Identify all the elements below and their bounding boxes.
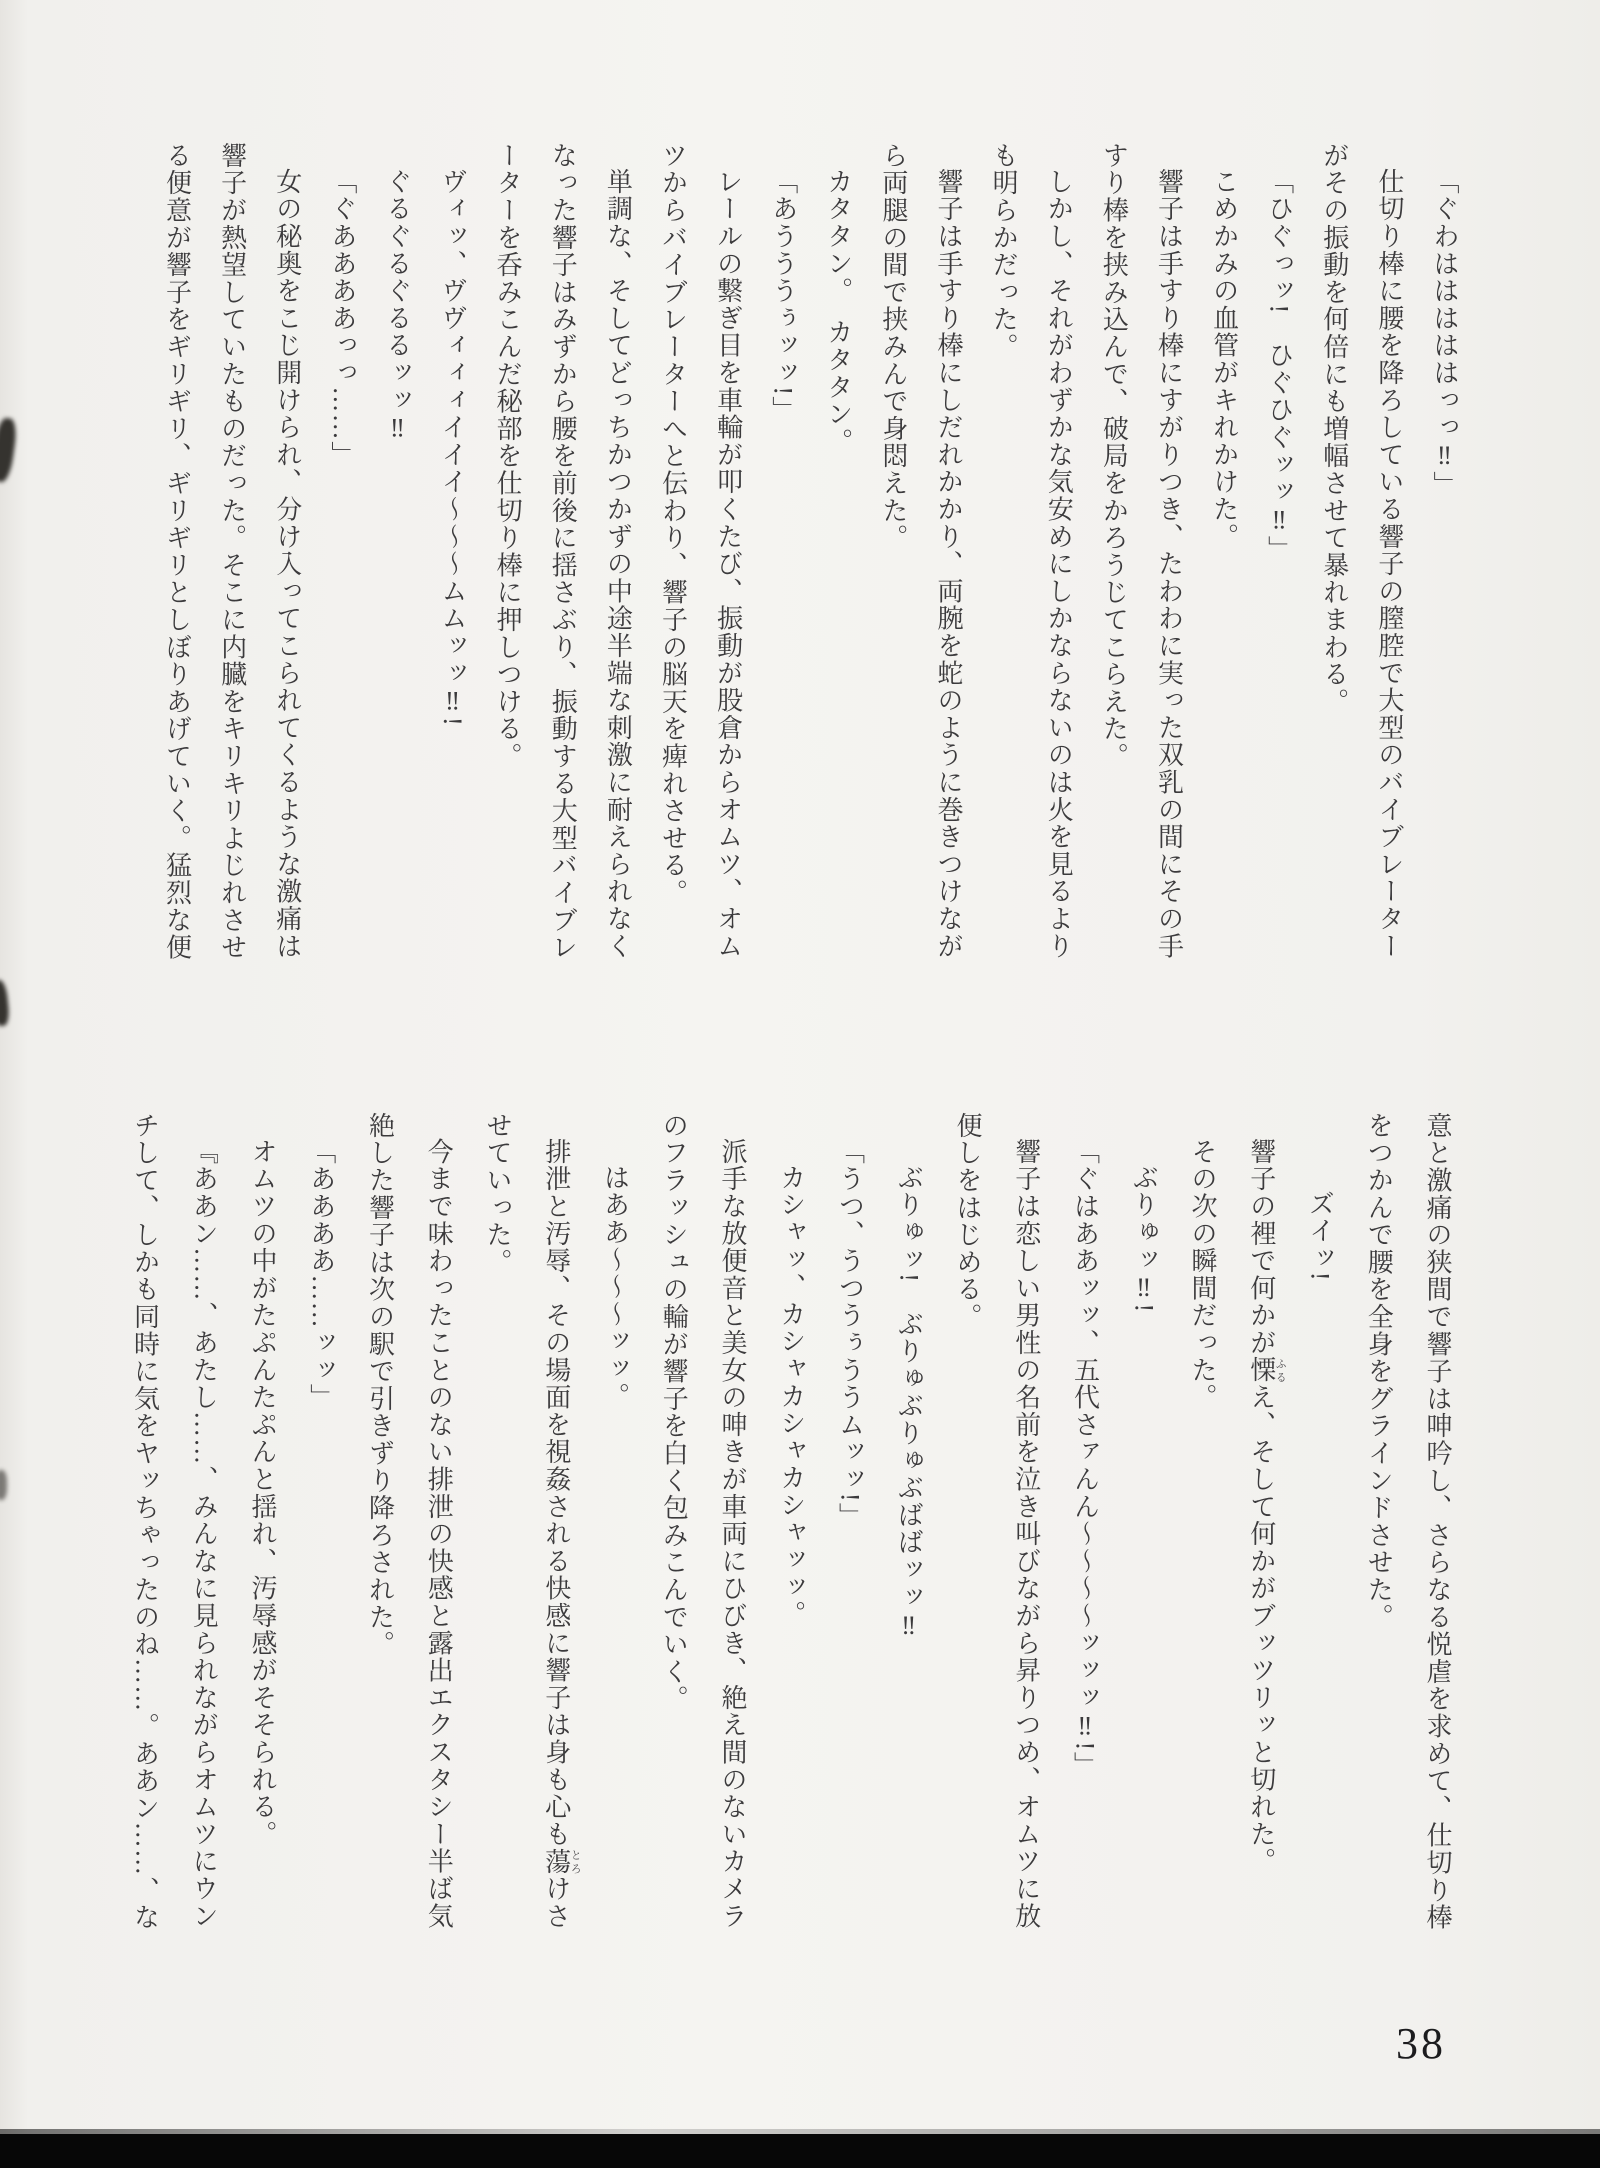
text-column: 仕切り棒に腰を降ろしている響子の膣腔で大型のバイブレーター [1374,168,1404,960]
text-column: のフラッシュの輪が響子を白く包みこんでいく。 [659,1112,689,1713]
text-column: 排泄と汚辱、その場面を視姦される快感に響子は身も心も蕩とろけさ [541,1138,582,1930]
text-column: 響子は恋しい男性の名前を泣き叫びながら昇りつめ、オムツに放 [1011,1138,1041,1930]
text-column: 「うつ、うつうぅううムッッ!」 [835,1138,865,1531]
text-column: レールの繋ぎ目を車輪が叩くたび、振動が股倉からオムツ、オム [713,168,743,960]
text-column: 響子の裡で何かが慄ふるえ、そして何かがブッツリッと切れた。 [1246,1138,1287,1876]
text-column: 今まで味わったことのない排泄の快感と露出エクスタシー半ば気 [424,1138,454,1930]
scan-smudge [0,1470,7,1500]
text-column: 『ああン……、あたし……、みんなに見られながらオムツにウン [189,1138,219,1930]
scan-smudge [0,417,18,483]
text-column: こめかみの血管がキれかけた。 [1209,168,1239,551]
text-column: ツからバイブレーターへと伝わり、響子の脳天を痺れさせる。 [658,142,688,907]
text-column: カシャッ、カシャカシャカシャッッ。 [776,1164,806,1629]
text-column: 「ああああ……ッッ」 [306,1138,336,1411]
text-column: しかし、それがわずかな気安めにしかならないのは火を見るより [1044,168,1074,960]
bottom-text-block [115,1112,1466,1988]
text-column: 便しをはじめる。 [953,1112,982,1331]
scan-smudge [0,979,10,1026]
text-column: カタタン。 カタタン。 [823,168,853,456]
text-column: チして、しかも同時に気をヤッちゃったのね……。ああン……、な [130,1112,160,1931]
text-column: る便意が響子をギリギリ、ギリギリとしぼりあげていく。猛烈な便 [162,142,192,961]
text-column: がその振動を何倍にも増幅させて暴れまわる。 [1319,142,1349,716]
text-column: ぶりゅッ‼! [1129,1164,1159,1314]
text-column: をつかんで腰を全身をグラインドさせた。 [1364,1112,1394,1631]
text-column: なった響子はみずから腰を前後に揺さぶり、振動する大型バイブレ [548,142,578,961]
text-column: すり棒を挟み込んで、破局をかろうじてこらえた。 [1099,142,1129,770]
text-column: 意と激痛の狭間で響子は呻吟し、さらなる悦虐を求めて、仕切り棒 [1423,1112,1452,1931]
scan-edge-bottom-bar [0,2134,1600,2168]
text-column: はああ〜〜〜ッッ。 [600,1164,630,1410]
text-column: 単調な、そしてどっちかつかずの中途半端な刺激に耐えられなく [603,168,633,960]
text-column: ヴィッ、ヴヴィィィイイイ〜〜〜ムムッッ‼! [438,168,468,727]
text-column: ら両腿の間で挟みんで身悶えた。 [878,142,908,552]
text-column: も明らかだった。 [989,142,1019,361]
text-column: ズイッ! [1305,1190,1335,1282]
top-text-block [149,142,1472,1000]
text-column: 「ひぐっッ! ひぐひぐッッ‼」 [1264,168,1294,564]
text-column: オムツの中がたぷんたぷんと揺れ、汚辱感がそそられる。 [248,1138,277,1848]
text-column: 「あうううぅッッ!」 [768,168,798,424]
text-column: 「ぐああああっっ……」 [327,168,357,469]
text-column: 響子は手すり棒にすがりつき、たわわに実った双乳の間にその手 [1154,168,1184,960]
text-column: 絶した響子は次の駅で引きずり降ろされた。 [365,1112,395,1658]
text-column: 「ぐはああッッ、五代さァんん〜〜〜〜ッッッ‼!」 [1070,1138,1100,1779]
text-column: 派手な放便音と美女の呻きが車両にひびき、絶え間のないカメラ [718,1138,747,1930]
text-column: ぶりゅッ! ぶりゅぶりゅぶばばッッ‼ [894,1164,924,1642]
text-column: その次の瞬間だった。 [1188,1138,1217,1411]
page-number: 38 [1396,2019,1446,2068]
text-column: ぐるぐるぐるるッッ‼ [382,168,412,444]
text-column: 響子は手すり棒にしだれかかり、両腕を蛇のように巻きつけなが [934,168,964,960]
text-column: 女の秘奥をこじ開けられ、分け入ってこられてくるような激痛は [272,168,302,960]
text-column: 「ぐわはははははっっ‼」 [1430,168,1459,499]
text-column: せていった。 [483,1112,512,1276]
text-column: 響子が熱望していたものだった。そこに内臓をキリキリよじれさせ [217,142,247,961]
text-column: ーターを呑みこんだ秘部を仕切り棒に押しつける。 [493,142,523,770]
